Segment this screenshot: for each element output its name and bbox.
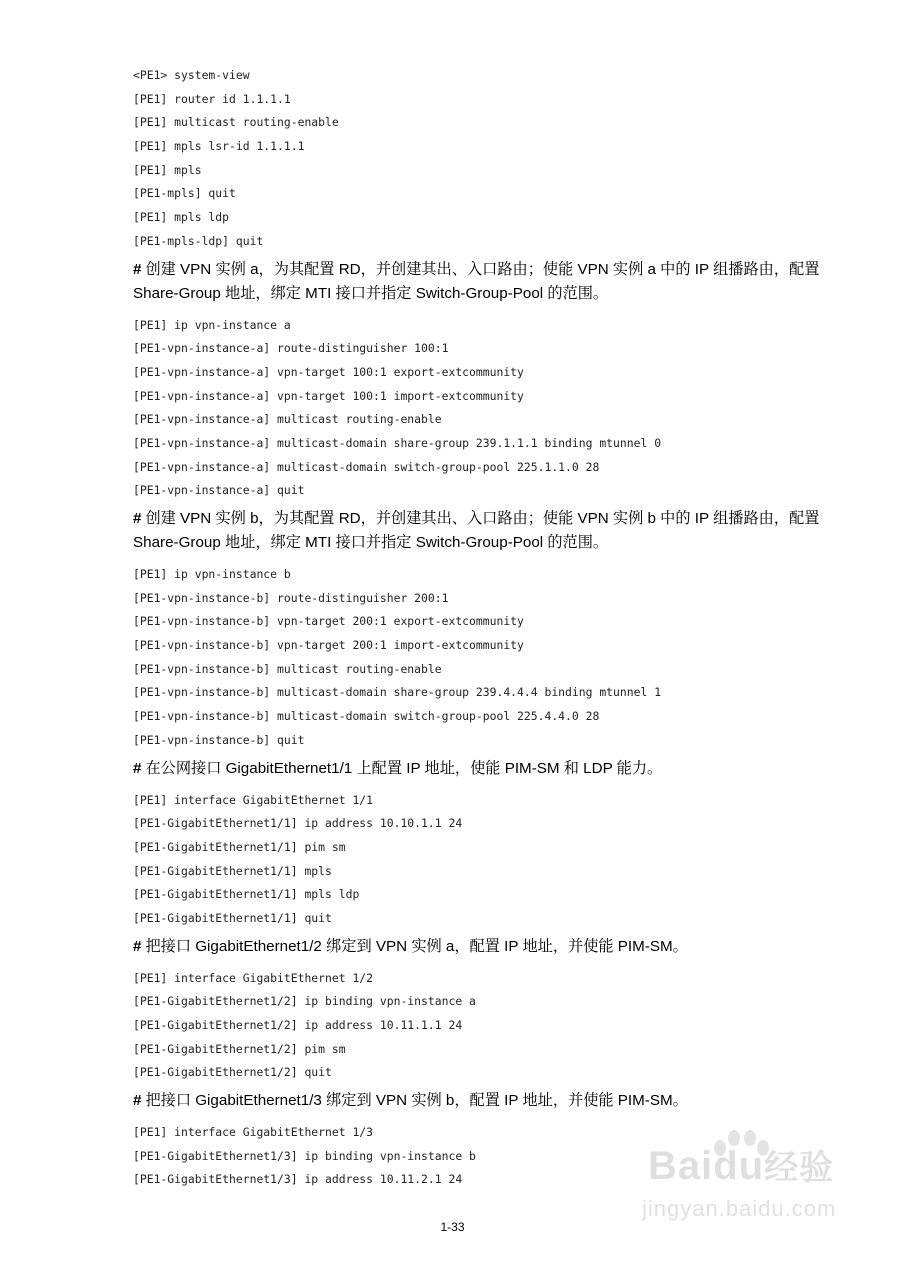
code-line: [PE1-vpn-instance-a] quit	[133, 483, 305, 498]
watermark-logo: Baidu经验	[648, 1144, 835, 1188]
code-line: [PE1] multicast routing-enable	[133, 115, 339, 130]
comment-text: 创建 VPN 实例 b，为其配置 RD，并创建其出、入口路由；使能 VPN 实例 b 中的 IP 组播路由，配置 Share-Group 地址，绑定 MTI 接口并指定 Switch-Group-Pool 的范围。	[133, 510, 820, 551]
code-line: [PE1-vpn-instance-a] multicast routing-enable	[133, 412, 442, 427]
code-line: [PE1-GigabitEthernet1/1] mpls ldp	[133, 887, 360, 902]
code-line: [PE1-GigabitEthernet1/1] mpls	[133, 863, 332, 878]
code-line: [PE1-vpn-instance-a] multicast-domain switch-group-pool 225.1.1.0 28	[133, 459, 600, 474]
code-line: [PE1-GigabitEthernet1/2] ip address 10.11.1.1 24	[133, 1018, 463, 1032]
code-line: [PE1-GigabitEthernet1/2] quit	[133, 1065, 332, 1080]
code-line: [PE1-mpls-ldp] quit	[133, 233, 264, 248]
page-number: 1-33	[440, 1220, 465, 1234]
code-line: [PE1-vpn-instance-a] vpn-target 100:1 export-extcommunity	[133, 364, 524, 379]
section-comment	[133, 1089, 833, 1113]
document-body	[133, 64, 833, 1192]
code-line: [PE1-vpn-instance-b] quit	[133, 732, 305, 747]
code-line: [PE1-vpn-instance-b] vpn-target 200:1 import-extcommunity	[133, 638, 524, 653]
code-line: [PE1-vpn-instance-a] multicast-domain share-group 239.1.1.1 binding mtunnel 0	[133, 435, 662, 450]
code-line: [PE1] mpls lsr-id 1.1.1.1	[133, 139, 305, 154]
code-line: [PE1] mpls ldp	[133, 210, 230, 225]
section-comment	[133, 757, 833, 781]
code-line: [PE1-vpn-instance-b] route-distinguisher 200:1	[133, 590, 449, 605]
code-line: [PE1] router id 1.1.1.1	[133, 91, 291, 106]
code-line: [PE1-vpn-instance-b] multicast-domain share-group 239.4.4.4 binding mtunnel 1	[133, 685, 662, 700]
code-line: [PE1-GigabitEthernet1/1] ip address 10.10.1.1 24	[133, 816, 463, 831]
code-line: [PE1-GigabitEthernet1/2] pim sm	[133, 1041, 346, 1056]
comment-text: 在公网接口 GigabitEthernet1/1 上配置 IP 地址，使能 PIM-SM 和 LDP 能力。	[145, 759, 663, 777]
section-comment	[133, 935, 833, 959]
code-line: [PE1-GigabitEthernet1/1] quit	[133, 910, 332, 925]
comment-text: 把接口 GigabitEthernet1/2 绑定到 VPN 实例 a，配置 IP 地址，并使能 PIM-SM。	[145, 937, 688, 955]
code-block	[133, 563, 833, 753]
code-line: [PE1] interface GigabitEthernet 1/2	[133, 970, 374, 985]
baidu-jingyan-watermark	[640, 1140, 860, 1240]
code-line: [PE1-GigabitEthernet1/3] ip binding vpn-instance b	[133, 1148, 476, 1163]
code-line: [PE1-GigabitEthernet1/3] ip address 10.11.2.1 24	[133, 1172, 463, 1187]
code-line: [PE1] interface GigabitEthernet 1/1	[133, 792, 374, 807]
code-line: [PE1] interface GigabitEthernet 1/3	[133, 1125, 374, 1140]
code-line: [PE1-vpn-instance-b] multicast routing-enable	[133, 661, 442, 676]
code-line: <PE1> system-view	[133, 68, 250, 82]
comment-hash: #	[133, 260, 142, 278]
code-line: [PE1-vpn-instance-a] vpn-target 100:1 import-extcommunity	[133, 388, 524, 403]
code-line: [PE1-mpls] quit	[133, 186, 236, 201]
code-block	[133, 789, 833, 931]
code-line: [PE1] ip vpn-instance a	[133, 317, 291, 332]
comment-hash: #	[133, 759, 142, 777]
comment-text: 把接口 GigabitEthernet1/3 绑定到 VPN 实例 b，配置 IP 地址，并使能 PIM-SM。	[145, 1092, 688, 1110]
code-line: [PE1-vpn-instance-b] multicast-domain switch-group-pool 225.4.4.0 28	[133, 709, 600, 724]
code-block	[133, 967, 833, 1085]
code-block	[133, 314, 833, 504]
comment-hash: #	[133, 510, 142, 527]
watermark-url: jingyan.baidu.com	[642, 1196, 837, 1221]
code-line: [PE1] mpls	[133, 162, 202, 177]
comment-hash: #	[133, 1092, 142, 1110]
code-line: [PE1-GigabitEthernet1/1] pim sm	[133, 839, 346, 854]
comment-text: 创建 VPN 实例 a，为其配置 RD，并创建其出、入口路由；使能 VPN 实例 a 中的 IP 组播路由，配置 Share-Group 地址，绑定 MTI 接口并指定 Switch-Group-Pool 的范围。	[133, 260, 820, 302]
code-block	[133, 64, 833, 254]
code-line: [PE1-vpn-instance-b] vpn-target 200:1 export-extcommunity	[133, 614, 524, 629]
code-line: [PE1-GigabitEthernet1/2] ip binding vpn-instance a	[133, 994, 476, 1009]
section-comment	[133, 258, 833, 306]
code-line: [PE1-vpn-instance-a] route-distinguisher 100:1	[133, 341, 449, 356]
section-comment	[133, 507, 833, 555]
code-line: [PE1] ip vpn-instance b	[133, 567, 291, 581]
comment-hash: #	[133, 937, 142, 955]
